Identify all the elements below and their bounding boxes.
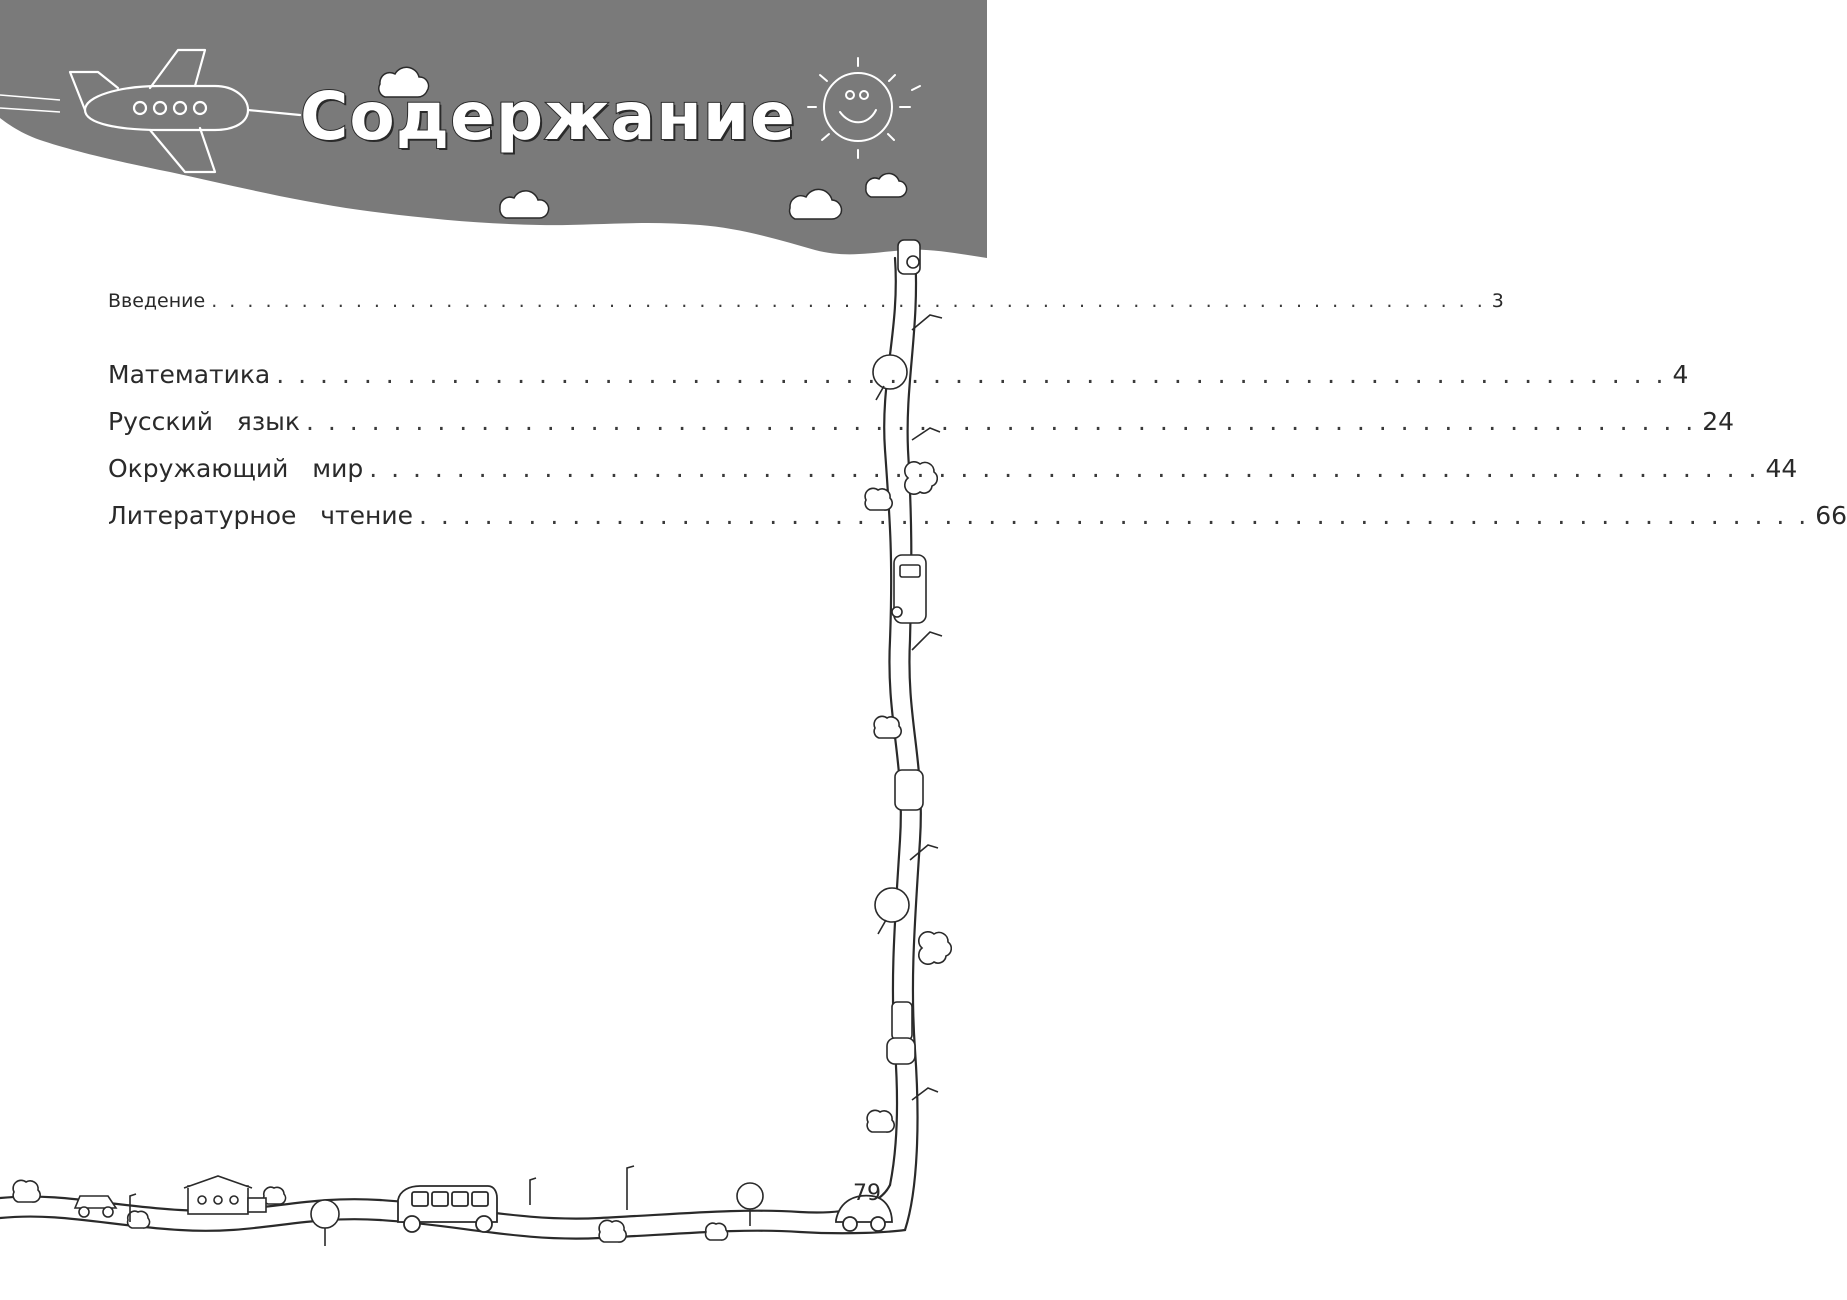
toc-entry-label: Математика bbox=[108, 360, 271, 389]
toc-entry-page: 4 bbox=[1672, 360, 1689, 389]
road-icon bbox=[884, 250, 921, 1230]
car-icon bbox=[75, 1196, 116, 1217]
toc-entry-page: 44 bbox=[1765, 454, 1798, 483]
toc-entry-page: 24 bbox=[1702, 407, 1735, 436]
toc-entry[interactable] bbox=[108, 501, 1847, 548]
toc-leader-dots: . . . . . . . . . . . . . . . . . . . . . . . . . . . . . . . . . . . . . . . . . . . . . . . . . . . . . . . . . . . . . . . . bbox=[276, 360, 1667, 389]
toc-entry-label: Окружающий мир bbox=[108, 454, 364, 483]
toc-leader-dots: . . . . . . . . . . . . . . . . . . . . . . . . . . . . . . . . . . . . . . . . . . . . . . . . . . . . . . . . . . . . . . . . bbox=[418, 501, 1810, 530]
toc-leader-dots: . . . . . . . . . . . . . . . . . . . . . . . . . . . . . . . . . . . . . . . . . . . . . . . . . . . . . . . . . . . . . . . . bbox=[305, 407, 1697, 436]
bush-icon bbox=[13, 1180, 727, 1242]
bus-icon bbox=[398, 1186, 497, 1232]
toc-entry-intro[interactable] bbox=[108, 290, 1504, 330]
toc-leader-dots: . . . . . . . . . . . . . . . . . . . . . . . . . . . . . . . . . . . . . . . . . . . . . . . . . . . . . . . . . . . . . . . . bbox=[369, 454, 1760, 483]
table-of-contents bbox=[108, 290, 1847, 548]
house-icon bbox=[184, 1176, 266, 1214]
page-number: 79 bbox=[853, 1181, 881, 1206]
toc-entry[interactable] bbox=[108, 454, 1798, 501]
toc-entry-label: Введение bbox=[108, 290, 206, 312]
toc-entry[interactable] bbox=[108, 407, 1735, 454]
tree-icon bbox=[873, 355, 909, 934]
toc-entry-label: Литературное чтение bbox=[108, 501, 413, 530]
page-title: Содержание bbox=[300, 78, 796, 155]
toc-entry-label: Русский язык bbox=[108, 407, 300, 436]
toc-entry-page: 3 bbox=[1491, 290, 1504, 312]
car-icon bbox=[898, 240, 920, 274]
toc-leader-dots: . . . . . . . . . . . . . . . . . . . . . . . . . . . . . . . . . . . . . . . . . . . . . . . . . . . . . . . . . . . . . . . . . . . . . . . bbox=[211, 290, 1486, 312]
toc-entry[interactable] bbox=[108, 360, 1689, 407]
bus-icon bbox=[892, 555, 926, 623]
toc-entry-page: 66 bbox=[1815, 501, 1847, 530]
